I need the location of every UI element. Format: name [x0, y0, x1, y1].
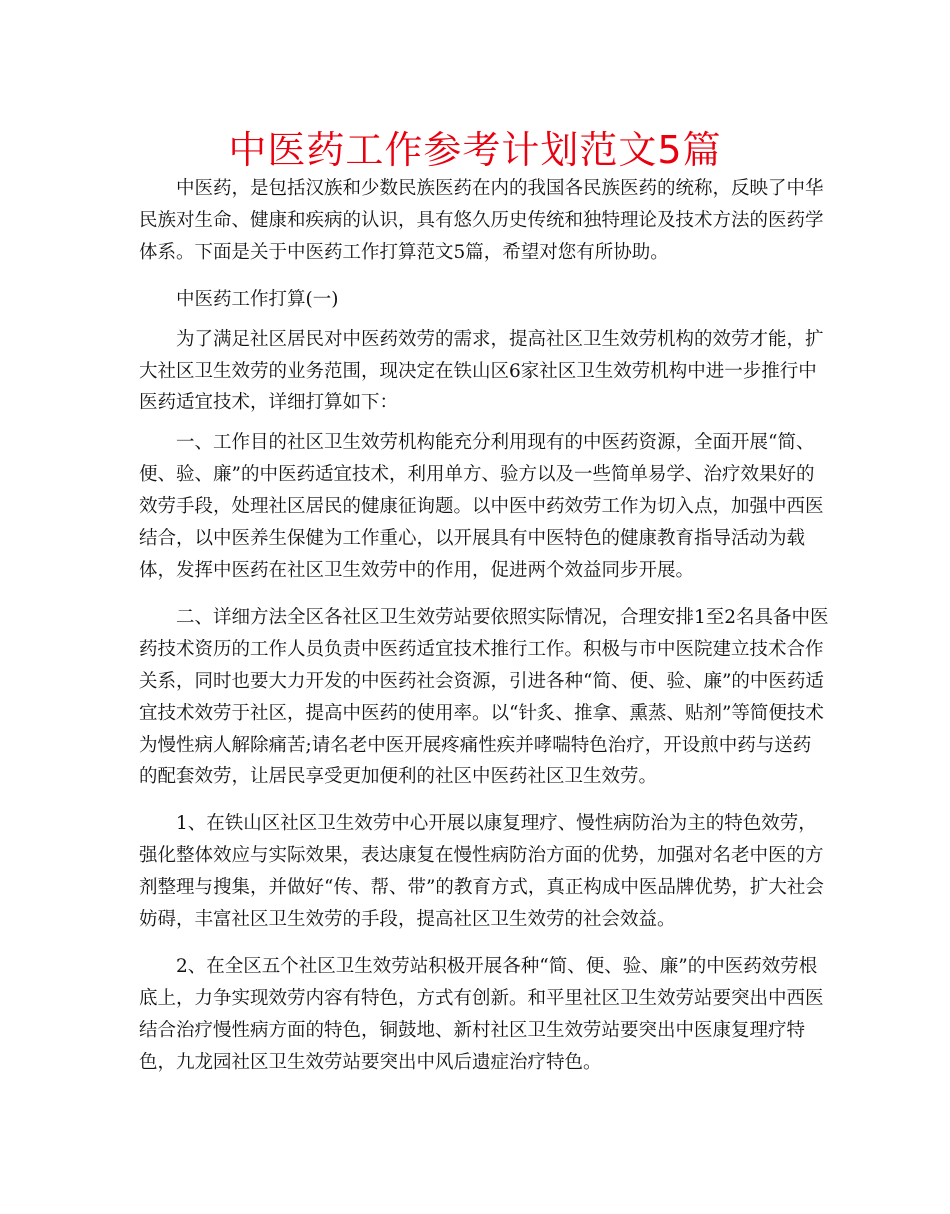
document-title: 中医药工作参考计划范文5篇 [228, 128, 722, 172]
body-paragraph: 一、工作目的社区卫生效劳机构能充分利用现有的中医药资源，全面开展“简、便、验、廉”的中医药适宜技术，利用单方、验方以及一些简单易学、治疗效果好的效劳手段，处理社区居民的健康征询题。以中医中药效劳工作为切入点，加强中西医结合，以中医养生保健为工作重心，以开展具有中医特色的健康教育指导活动为载体，发挥中医药在社区卫生效劳中的作用，促进两个效益同步开展。 [139, 432, 824, 581]
document-body [139, 173, 829, 1079]
body-paragraph: 2、在全区五个社区卫生效劳站积极开展各种“简、便、验、廉”的中医药效劳根底上，力争实现效劳内容有特色，方式有创新。和平里社区卫生效劳站要突出中西医结合治疗慢性病方面的特色，铜鼓地、新村社区卫生效劳站要突出中医康复理疗特色，九龙园社区卫生效劳站要突出中风后遗症治疗特色。 [139, 955, 824, 1073]
body-paragraph: 二、详细方法全区各社区卫生效劳站要依照实际情况，合理安排1至2名具备中医药技术资历的工作人员负责中医药适宜技术推行工作。积极与市中医院建立技术合作关系，同时也要大力开发的中医药社会资源，引进各种“简、便、验、廉”的中医药适宜技术效劳于社区，提高中医药的使用率。以“针炙、推拿、熏蒸、贴剂”等简便技术为慢性病人解除痛苦;请名老中医开展疼痛性疾并哮喘特色治疗，开设煎中药与送药的配套效劳，让居民享受更加便利的社区中医药社区卫生效劳。 [139, 606, 829, 788]
section-heading: 中医药工作打算(一) [176, 288, 339, 310]
intro-paragraph: 中医药，是包括汉族和少数民族医药在内的我国各民族医药的统称，反映了中华民族对生命、健康和疾病的认识，具有悠久历史传统和独特理论及技术方法的医药学体系。下面是关于中医药工作打算范文5篇，希望对您有所协助。 [139, 178, 824, 263]
body-paragraph: 为了满足社区居民对中医药效劳的需求，提高社区卫生效劳机构的效劳才能，扩大社区卫生效劳的业务范围，现决定在铁山区6家社区卫生效劳机构中进一步推行中医药适宜技术，详细打算如下： [139, 328, 824, 414]
body-paragraph: 1、在铁山区社区卫生效劳中心开展以康复理疗、慢性病防治为主的特色效劳，强化整体效应与实际效果，表达康复在慢性病防治方面的优势，加强对名老中医的方剂整理与搜集，并做好“传、帮、带”的教育方式，真正构成中医品牌优势，扩大社会妨碍，丰富社区卫生效劳的手段，提高社区卫生效劳的社会效益。 [139, 813, 824, 931]
